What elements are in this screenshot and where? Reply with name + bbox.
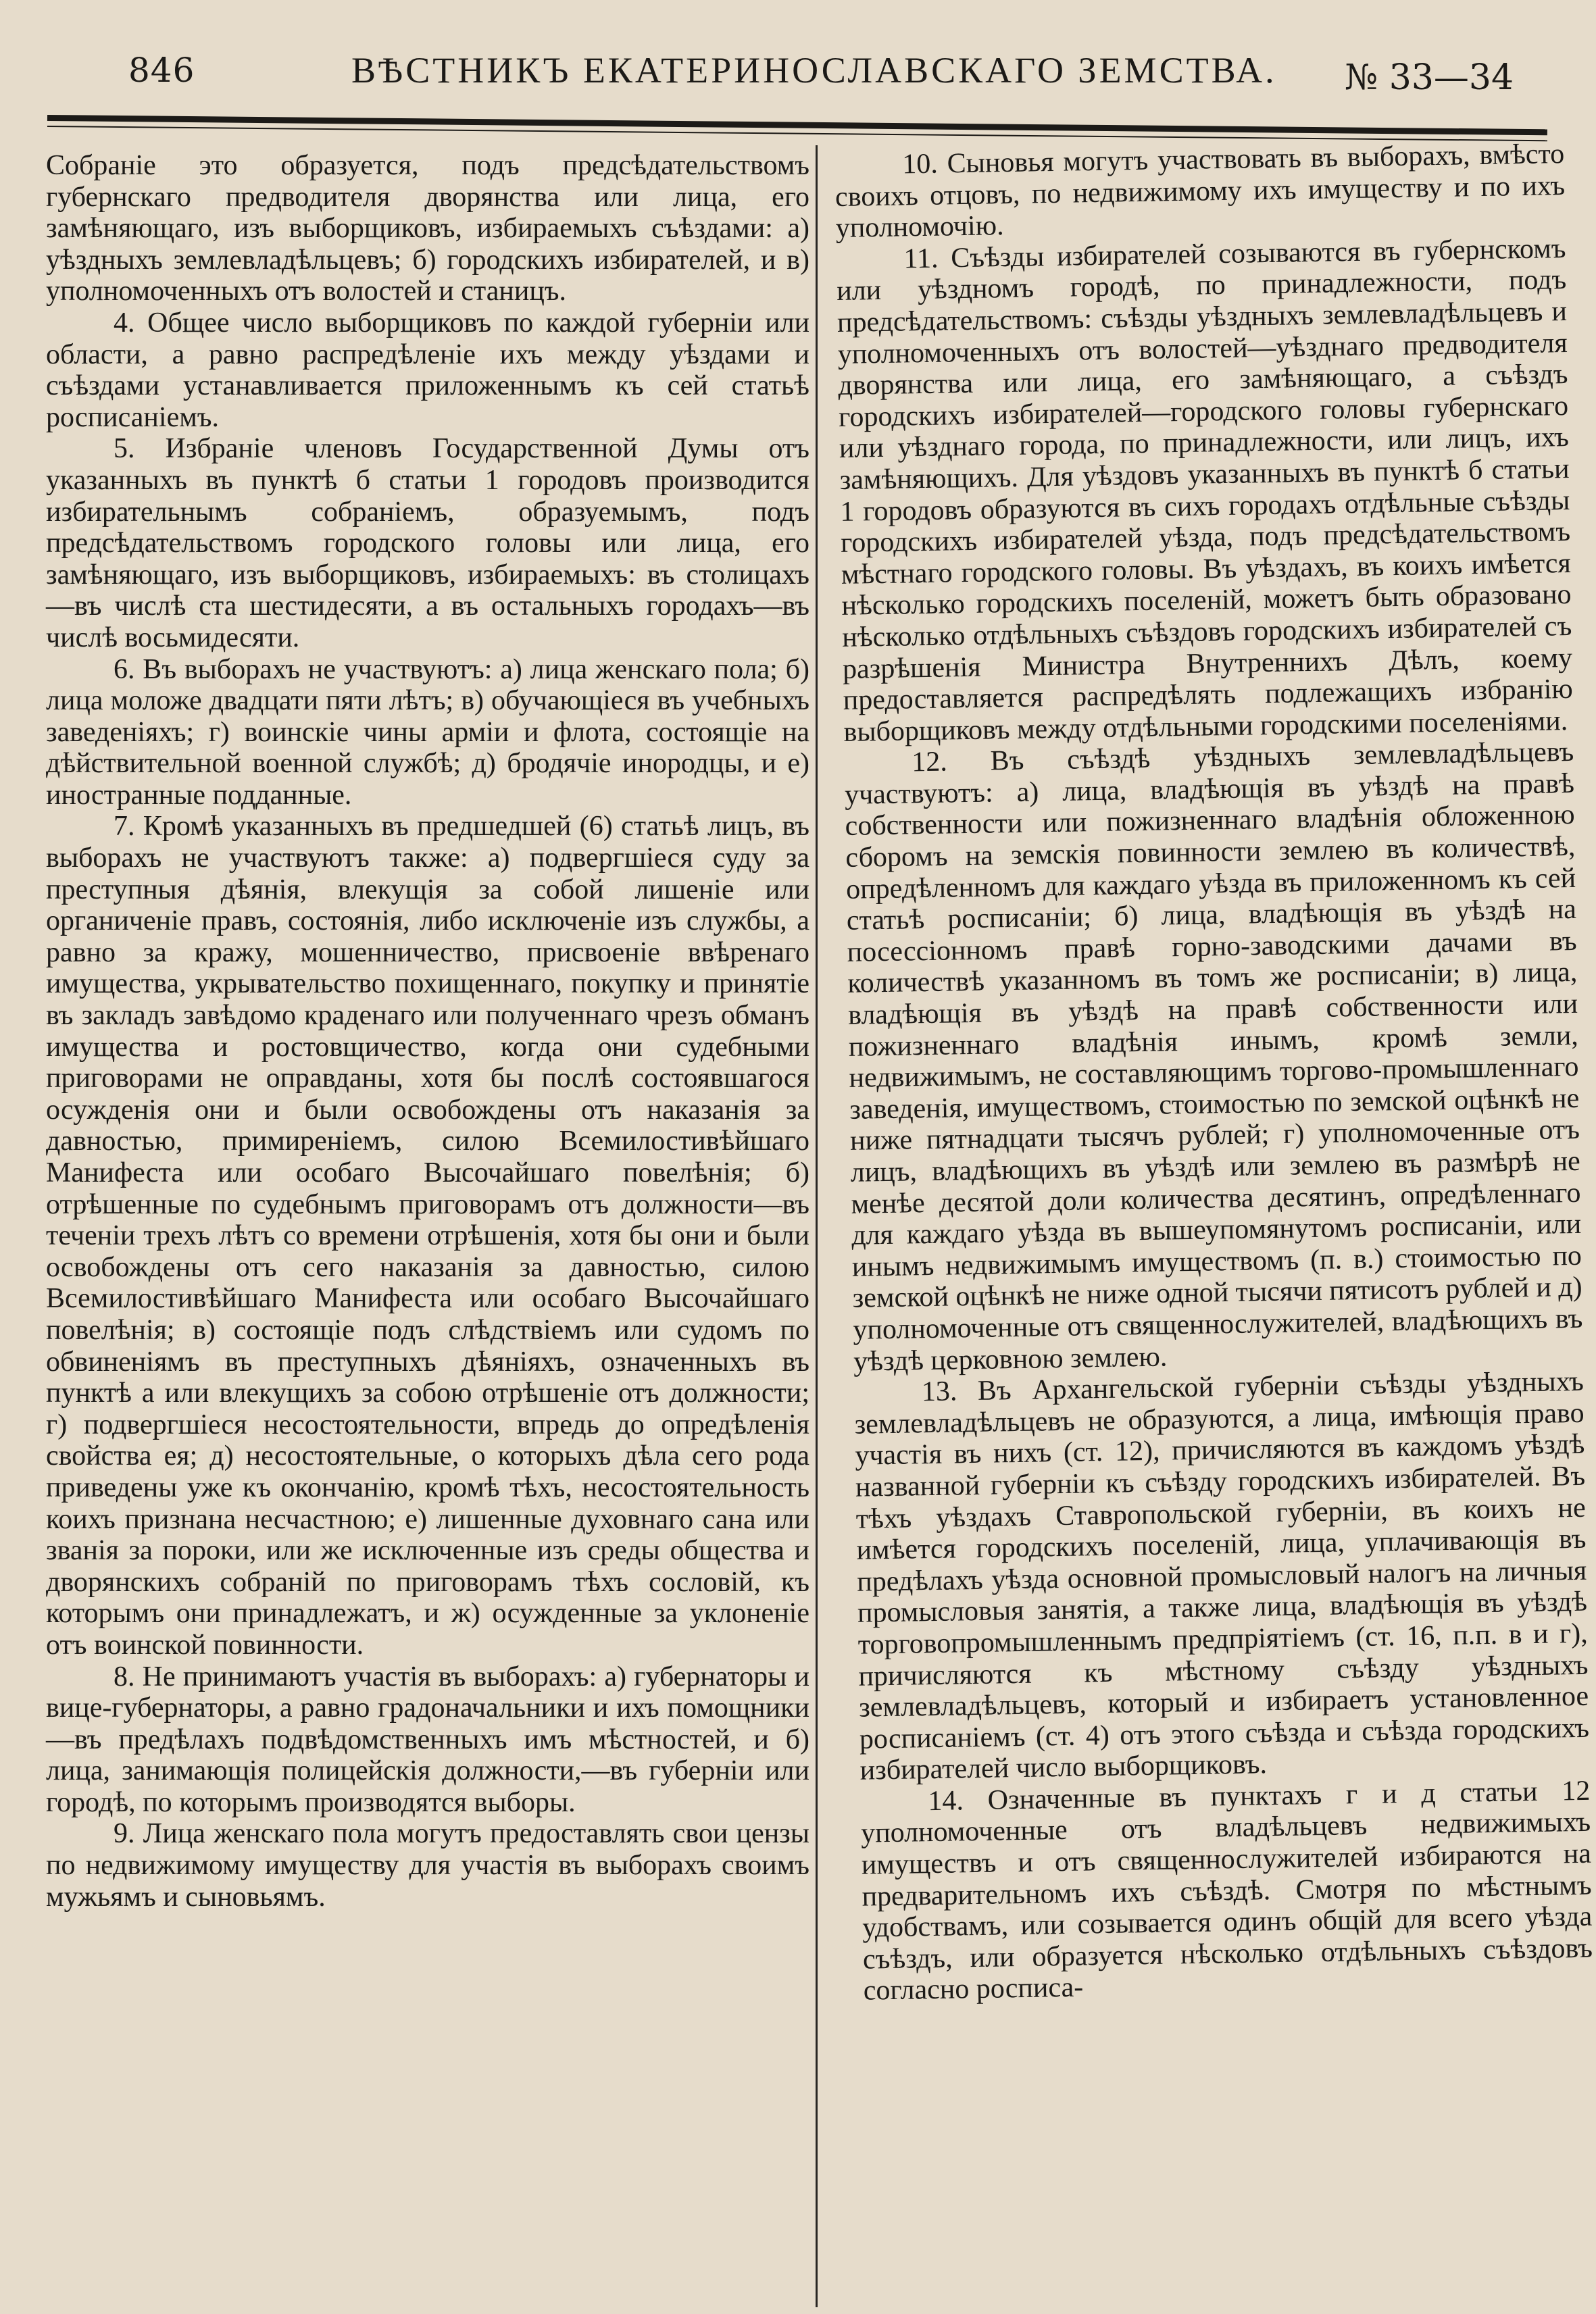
paragraph-5: 5. Избраніе членовъ Государственной Думы отъ указанныхъ въ пунктѣ б статьи 1 городовъ производится избирательнымъ собраніемъ, образуемымъ, подъ предсѣдательствомъ городского головы или лица, его замѣняющаго, изъ выборщиковъ, избираемыхъ: въ столицахъ—въ числѣ ста шестидесяти, а въ остальныхъ городахъ—въ числѣ восьмидесяти. — [46, 433, 809, 653]
paragraph-11: 11. Съѣзды избирателей созываются въ губернскомъ или уѣздномъ городѣ, по принадлежности, подъ предсѣдательствомъ: съѣзды уѣздныхъ землевладѣльцевъ и уполномоченныхъ отъ волостей—уѣзднаго предводителя дворянства или лица, его замѣняющаго, а съѣздъ городскихъ избирателей—городского головы губернскаго или уѣзднаго города, по принадлежности, или лицъ, ихъ замѣняющихъ. Для уѣздовъ указанныхъ въ пунктѣ б статьи 1 городовъ образуются въ сихъ городахъ отдѣльные съѣзды городскихъ избирателей уѣзда, подъ предсѣдательствомъ мѣстнаго городского головы. Въ уѣздахъ, въ коихъ имѣется нѣсколько городскихъ поселеній, можетъ быть образовано нѣсколько отдѣльныхъ съѣздовъ городскихъ избирателей съ разрѣшенія Министра Внутреннихъ Дѣлъ, коему предоставляется распредѣлять подлежащихъ избранію выборщиковъ между отдѣльными городскими поселеніями. — [836, 232, 1574, 748]
left-column — [46, 150, 809, 1913]
journal-title: ВѢСТНИКЪ ЕКАТЕРИНОСЛАВСКАГО ЗЕМСТВА. — [351, 50, 1277, 91]
paragraph-4: 4. Общее число выборщиковъ по каждой губерніи или области, а равно распредѣленіе ихъ между уѣздами и съѣздами устанавливается приложеннымъ къ сей статьѣ росписаніемъ. — [46, 307, 809, 433]
paragraph-6: 6. Въ выборахъ не участвуютъ: а) лица женскаго пола; б) лица моложе двадцати пяти лѣтъ; в) обучающіеся въ учебныхъ заведеніяхъ; г) воинскіе чины арміи и флота, состоящіе на дѣйствительной военной службѣ; д) бродячіе инородцы, и е) иностранные подданные. — [46, 653, 809, 811]
right-column — [834, 139, 1593, 2007]
paragraph-8: 8. Не принимаютъ участія въ выборахъ: а) губернаторы и вице-губернаторы, а равно градоначальники и ихъ помощники—въ предѣлахъ подвѣдомственныхъ имъ мѣстностей, и б) лица, занимающія полицейскія должности,—въ губерніи или городѣ, по которымъ производятся выборы. — [46, 1661, 809, 1818]
paragraph-3-continued: Собраніе это образуется, подъ предсѣдательствомъ губернскаго предводителя дворянства или лица, его замѣняющаго, изъ выборщиковъ, избираемыхъ съѣздами: а) уѣздныхъ землевладѣльцевъ; б) городскихъ избирателей, и в) уполномоченныхъ отъ волостей и станицъ. — [46, 150, 809, 307]
paragraph-10: 10. Сыновья могутъ участвовать въ выборахъ, вмѣсто своихъ отцовъ, по недвижимому ихъ имуществу и по ихъ уполномочію. — [834, 139, 1566, 245]
paragraph-13: 13. Въ Архангельской губерніи съѣзды уѣздныхъ землевладѣльцевъ не образуются, а лица, имѣющія право участія въ нихъ (ст. 12), причисляются въ каждомъ уѣздѣ названной губерніи къ съѣзду городскихъ избирателей. Въ тѣхъ уѣздахъ Ставропольской губерніи, въ коихъ не имѣется городскихъ поселеній, лица, уплачивающія въ предѣлахъ уѣзда основной промысловый налогъ на личныя промысловыя занятія, а также лица, владѣющія въ уѣздѣ торговопромышленнымъ предпріятіемъ (ст. 16, п.п. в и г), причисляются къ мѣстному съѣзду уѣздныхъ землевладѣльцевъ, который и избираетъ установленное росписаніемъ (ст. 4) отъ этого съѣзда и съѣзда городскихъ избирателей число выборщиковъ. — [854, 1365, 1590, 1786]
page-number: 846 — [128, 51, 195, 90]
column-divider — [816, 145, 818, 2307]
paragraph-12: 12. Въ съѣздѣ уѣздныхъ землевладѣльцевъ участвуютъ: а) лица, владѣющія въ уѣздѣ на правѣ собственности или пожизненнаго владѣнія обложенною сборомъ на земскія повинности землею въ количествѣ, опредѣленномъ для каждаго уѣзда въ приложенномъ къ сей статьѣ росписаніи; б) лица, владѣющія въ уѣздѣ на посессіонномъ правѣ горно-заводскими дачами въ количествѣ указанномъ въ томъ же росписаніи; в) лица, владѣющія въ уѣздѣ на правѣ собственности или пожизненнаго владѣнія инымъ, кромѣ земли, недвижимымъ, не составляющимъ торгово-промышленнаго заведенія, имуществомъ, стоимостью по земской оцѣнкѣ не ниже пятнадцати тысячъ рублей; г) уполномоченные отъ лицъ, владѣющихъ въ уѣздѣ или землею въ размѣрѣ не менѣе десятой доли количества десятинъ, опредѣленнаго для каждаго уѣзда въ вышеупомянутомъ росписаніи, или инымъ недвижимымъ имуществомъ (п. в.) стоимостью по земской оцѣнкѣ не ниже одной тысячи пятисотъ рублей и д) уполномоченные отъ священнослужителей, владѣющихъ въ уѣздѣ церковною землею. — [844, 736, 1583, 1378]
paragraph-14: 14. Означенные въ пунктахъ г и д статьи 12 уполномоченные отъ владѣльцевъ недвижимыхъ имуществъ и отъ священнослужителей избираются на предварительномъ ихъ съѣздѣ. Смотря по мѣстнымъ удобствамъ, или созывается одинъ общій для всего уѣзда съѣздъ, или образуется нѣсколько отдѣльныхъ съѣздовъ согласно росписа- — [860, 1775, 1593, 2007]
issue-number: № 33—34 — [1345, 57, 1514, 98]
page-header — [47, 37, 1568, 111]
paragraph-7: 7. Кромѣ указанныхъ въ предшедшей (6) статьѣ лицъ, въ выборахъ не участвуютъ также: а) подвергшіеся суду за преступныя дѣянія, влекущія за собой лишеніе или органиченіе правъ, состоянія, либо исключеніе изъ службы, а равно за кражу, мошенничество, присвоеніе ввѣренаго имущества, укрывательство похищеннаго, покупку и принятіе въ закладъ завѣдомо краденаго или полученнаго чрезъ обманъ имущества и ростовщичество, когда они судебными приговорами не оправданы, хотя бы послѣ состоявшагося осужденія они и были освобождены отъ наказанія за давностью, примиреніемъ, силою Всемилостивѣйшаго Манифеста или особаго Высочайшаго повелѣнія; б) отрѣшенные по судебнымъ приговорамъ отъ должности—въ теченіи трехъ лѣтъ со времени отрѣшенія, хотя бы они и были освобождены отъ сего наказанія за давностью, силою Всемилостивѣйшаго Манифеста или особаго Высочайшаго повелѣнія; в) состоящіе подъ слѣдствіемъ или судомъ по обвиненіямъ въ преступныхъ дѣяніяхъ, означенныхъ въ пунктѣ а или влекущихъ за собою отрѣшеніе отъ должности; г) подвергшіеся несостоятельности, впредь до опредѣленія свойства ея; д) несостоятельные, о которыхъ дѣла сего рода приведены уже къ окончанію, кромѣ тѣхъ, несостоятельность коихъ признана несчастною; е) лишенные духовнаго сана или званія за пороки, или же исключенные изъ среды общества и дворянскихъ собраній по приговорамъ тѣхъ сословій, къ которымъ они принадлежатъ, и ж) осужденные за уклоненіе отъ воинской повинности. — [46, 811, 809, 1661]
paragraph-9: 9. Лица женскаго пола могутъ предоставлять свои цензы по недвижимому имуществу для участія въ выборахъ своимъ мужьямъ и сыновьямъ. — [46, 1818, 809, 1913]
